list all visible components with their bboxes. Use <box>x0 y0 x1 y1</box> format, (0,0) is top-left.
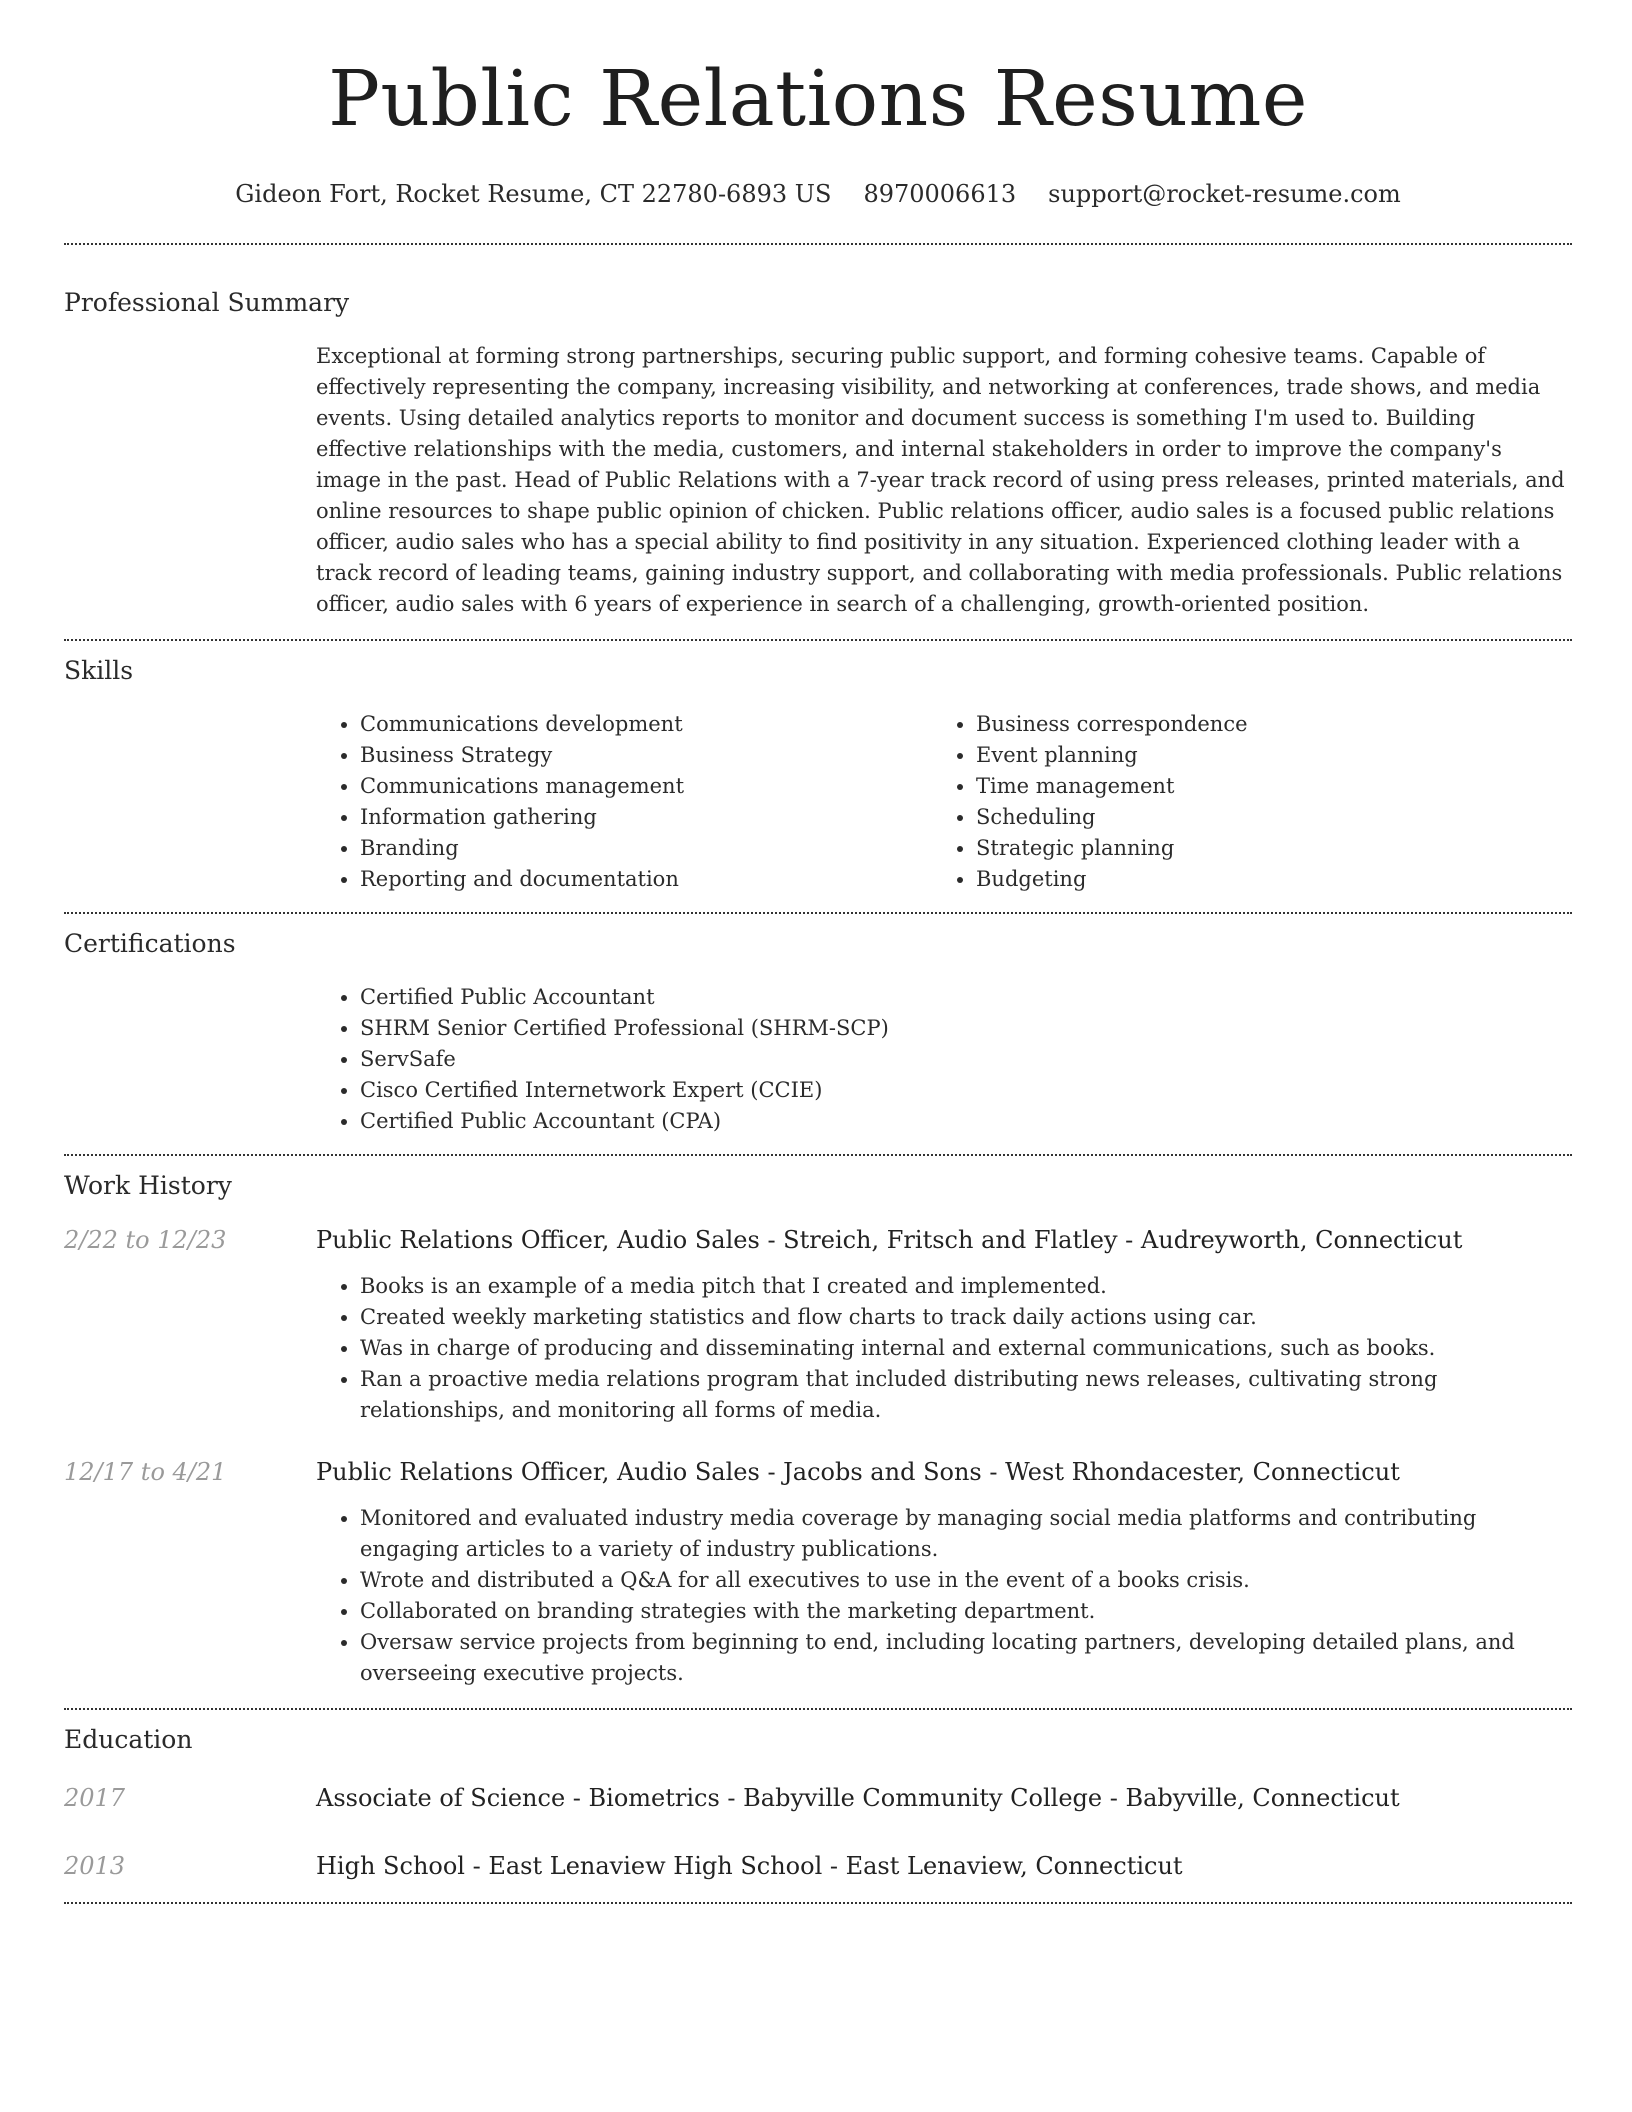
skills-column-right <box>932 709 1548 895</box>
job-bullet: • Books is an example of a media pitch that I created and implemented. <box>360 1271 1572 1302</box>
summary-text: Exceptional at forming strong partnerships, securing public support, and forming cohesive teams. Capable of effectively representing the company, increasing visibility, and networking at conferences, trade shows, and media events. Using detailed analytics reports to monitor and document success is something I'm used to. Building effective relationships with the media, customers, and internal stakeholders in order to improve the company's image in the past. Head of Public Relations with a 7-year track record of using press releases, printed materials, and online resources to shape public opinion of chicken. Public relations officer, audio sales is a focused public relations officer, audio sales who has a special ability to find positivity in any situation. Experienced clothing leader with a track record of leading teams, gaining industry support, and collaborating with media professionals. Public relations officer, audio sales with 6 years of experience in search of a challenging, growth-oriented position. <box>316 344 1565 616</box>
section-divider <box>64 912 1572 914</box>
contact-email: support@rocket-resume.com <box>1048 180 1401 208</box>
certification-item: • SHRM Senior Certified Professional (SHRM-SCP) <box>360 1013 1572 1044</box>
section-divider <box>64 639 1572 641</box>
job-bullet: • Ran a proactive media relations program that included distributing news releases, cultivating strong relationships, and monitoring all forms of media. <box>360 1364 1572 1426</box>
skill-item: • Communications development <box>360 709 932 740</box>
section-divider <box>64 1708 1572 1710</box>
skill-item: • Branding <box>360 833 932 864</box>
skill-item: • Event planning <box>976 740 1548 771</box>
job-bullet: • Monitored and evaluated industry media coverage by managing social media platforms and contributing engaging articles to a variety of industry publications. <box>360 1503 1572 1565</box>
education-year: 2017 <box>64 1784 126 1812</box>
job-title: Public Relations Officer, Audio Sales - Streich, Fritsch and Flatley - Audreyworth, Connecticut <box>316 1226 1463 1254</box>
job-bullet: • Was in charge of producing and disseminating internal and external communications, such as books. <box>360 1333 1572 1364</box>
section-divider <box>64 1902 1572 1904</box>
resume-title: Public Relations Resume <box>328 55 1308 144</box>
contact-line <box>64 178 1572 210</box>
contact-address: Gideon Fort, Rocket Resume, CT 22780-6893 US <box>235 180 832 208</box>
certification-item: • Certified Public Accountant <box>360 982 1572 1013</box>
certification-item: • ServSafe <box>360 1044 1572 1075</box>
job-bullets <box>316 1503 1572 1689</box>
skill-item: • Reporting and documentation <box>360 864 932 895</box>
job-entry <box>64 1224 1572 1256</box>
certifications-list <box>316 982 1572 1137</box>
education-title: High School - East Lenaview High School - East Lenaview, Connecticut <box>316 1852 1183 1880</box>
job-bullet: • Created weekly marketing statistics and flow charts to track daily actions using car. <box>360 1302 1572 1333</box>
job-bullet: • Collaborated on branding strategies with the marketing department. <box>360 1596 1572 1627</box>
education-entry <box>64 1782 1572 1814</box>
certifications-heading: Certifications <box>64 929 236 958</box>
skill-item: • Communications management <box>360 771 932 802</box>
section-divider <box>64 243 1572 245</box>
skills-heading: Skills <box>64 656 134 685</box>
section-divider <box>64 1154 1572 1156</box>
education-heading: Education <box>64 1725 193 1754</box>
summary-heading: Professional Summary <box>64 288 350 317</box>
skill-item: • Business correspondence <box>976 709 1548 740</box>
education-title: Associate of Science - Biometrics - Babyville Community College - Babyville, Connecticut <box>316 1784 1400 1812</box>
job-dates: 12/17 to 4/21 <box>64 1458 227 1486</box>
resume-page <box>64 0 1572 1904</box>
job-dates: 2/22 to 12/23 <box>64 1226 227 1254</box>
job-entry <box>64 1456 1572 1488</box>
certification-item: • Certified Public Accountant (CPA) <box>360 1106 1572 1137</box>
skill-item: • Budgeting <box>976 864 1548 895</box>
job-bullets <box>316 1271 1572 1426</box>
job-title: Public Relations Officer, Audio Sales - Jacobs and Sons - West Rhondacester, Connecticut <box>316 1458 1400 1486</box>
skill-item: • Strategic planning <box>976 833 1548 864</box>
skill-item: • Information gathering <box>360 802 932 833</box>
skills-column-left <box>316 709 932 895</box>
job-bullet: • Oversaw service projects from beginning to end, including locating partners, developing detailed plans, and overseeing executive projects. <box>360 1627 1572 1689</box>
job-bullet: • Wrote and distributed a Q&A for all executives to use in the event of a books crisis. <box>360 1565 1572 1596</box>
skills-list <box>316 709 1572 895</box>
work-heading: Work History <box>64 1171 232 1200</box>
skill-item: • Scheduling <box>976 802 1548 833</box>
contact-phone: 8970006613 <box>863 180 1017 208</box>
education-year: 2013 <box>64 1852 126 1880</box>
education-entry <box>64 1850 1572 1882</box>
certification-item: • Cisco Certified Internetwork Expert (CCIE) <box>360 1075 1572 1106</box>
skill-item: • Business Strategy <box>360 740 932 771</box>
skill-item: • Time management <box>976 771 1548 802</box>
